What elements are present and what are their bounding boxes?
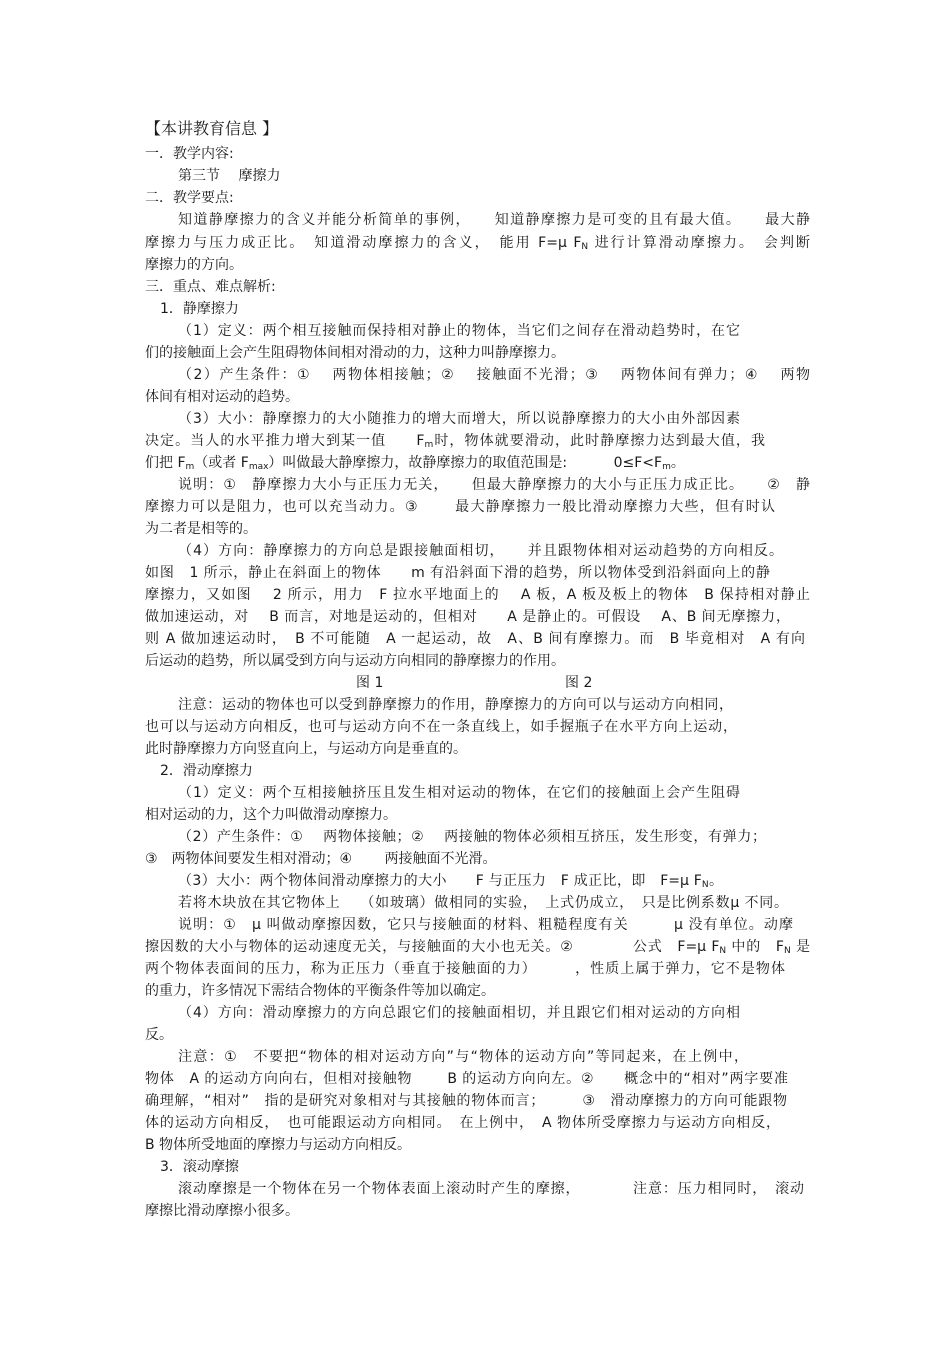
static-note-line-1: 说明：① 静摩擦力大小与正压力无关， 但最大静摩擦力的大小与正压力成正比。 ② 静	[178, 477, 810, 493]
points-line-3: 摩擦力的方向。	[145, 257, 243, 273]
sliding-size-line-1: （3）大小：两个物体间滑动摩擦力的大小 F 与正压力 F 成正比，即 F=μ $F_N$。	[178, 873, 723, 890]
sliding-note-line-2: 擦因数的大小与物体的运动速度无关，与接触面的大小也无关。② 公式 F=μ $F_N$ 中的 $F_N$ 是	[145, 939, 810, 956]
static-size-line-1: （3）大小：静摩擦力的大小随推力的增大而增大，所以说静摩擦力的大小由外部因素	[178, 411, 740, 427]
figure-2-caption: 图 2	[565, 675, 593, 691]
static-note-line-3: 为二者是相等的。	[145, 521, 257, 537]
static-def-line-2: 们的接触面上会产生阻碍物体间相对滑动的力，这种力叫静摩擦力。	[145, 345, 565, 361]
static-dir-line-1: （4）方向：静摩擦力的方向总是跟接触面相切， 并且跟物体相对运动趋势的方向相反。	[178, 543, 783, 559]
sliding-note-line-1: 说明：① μ 叫做动摩擦因数，它只与接触面的材料、粗糙程度有关 μ 没有单位。动摩	[178, 917, 793, 933]
rolling-line-2: 摩擦比滑动摩擦小很多。	[145, 1203, 299, 1219]
static-cond-line-2: 体间有相对运动的趋势。	[145, 389, 299, 405]
sliding-cond-line-1: （2）产生条件：① 两物体接触；② 两接触的物体必须相互挤压，发生形变，有弹力；	[178, 829, 766, 845]
static-attn-line-2: 也可以与运动方向相反，也可与运动方向不在一条直线上，如手握瓶子在水平方向上运动，	[145, 719, 737, 735]
sliding-friction-heading: 2．滑动摩擦力	[160, 763, 253, 779]
static-dir-line-2: 如图 1 所示，静止在斜面上的物体 m 有沿斜面下滑的趋势，所以物体受到沿斜面向上的静	[145, 565, 770, 581]
sliding-def-line-1: （1）定义：两个互相接触挤压且发生相对运动的物体，在它们的接触面上会产生阻碍	[178, 785, 740, 801]
static-dir-line-5: 则 A 做加速运动时， B 不可能随 A 一起运动，故 A、B 间有摩擦力。而 B 毕竟相对 A 有向	[145, 631, 805, 647]
static-note-line-2: 摩擦力可以是阻力，也可以充当动力。③ 最大静摩擦力一般比滑动摩擦力大些，但有时认	[145, 499, 775, 515]
sliding-attn-line-2: 物体 A 的运动方向向右，但相对接触物 B 的运动方向向左。② 概念中的“相对”两字要准	[145, 1071, 788, 1087]
static-dir-line-6: 后运动的趋势，所以属受到方向与运动方向相同的静摩擦力的作用。	[145, 653, 565, 669]
section-content-heading: 一．教学内容:	[145, 146, 234, 162]
sliding-size-line-2: 若将木块放在其它物体上 （如玻璃）做相同的实验， 上式仍成立， 只是比例系数μ 不同。	[178, 895, 788, 911]
static-size-line-3: 们把 $F_m$（或者 $F_{max}$）叫做最大静摩擦力，故静摩擦力的取值范围是: $0\le F<F_m$。	[145, 455, 685, 472]
sliding-attn-line-1: 注意：① 不要把“物体的相对运动方向”与“物体的运动方向”等同起来，在上例中，	[178, 1049, 748, 1065]
sliding-attn-line-4: 体的运动方向相反， 也可能跟运动方向相同。 在上例中， A 物体所受摩擦力与运动方向相反，	[145, 1115, 780, 1131]
content-line: 第三节 摩擦力	[178, 168, 281, 184]
sliding-attn-line-5: B 物体所受地面的摩擦力与运动方向相反。	[145, 1137, 412, 1153]
section-points-heading: 二．教学要点:	[145, 190, 234, 206]
sliding-dir-line-1: （4）方向：滑动摩擦力的方向总跟它们的接触面相切，并且跟它们相对运动的方向相	[178, 1005, 740, 1021]
sliding-note-line-4: 的重力，许多情况下需结合物体的平衡条件等加以确定。	[145, 983, 495, 999]
points-line-1: 知道静摩擦力的含义并能分析简单的事例， 知道静摩擦力是可变的且有最大值。 最大静	[178, 212, 810, 228]
rolling-friction-heading: 3．滚动摩擦	[160, 1159, 239, 1175]
sliding-attn-line-3: 确理解，“相对” 指的是研究对象相对与其接触的物体而言； ③ 滑动摩擦力的方向可能跟物	[145, 1093, 787, 1109]
static-attn-line-1: 注意：运动的物体也可以受到静摩擦力的作用，静摩擦力的方向可以与运动方向相同，	[178, 697, 733, 713]
static-cond-line-1: （2）产生条件：① 两物体相接触；② 接触面不光滑；③ 两物体间有弹力；④ 两物	[178, 367, 810, 383]
section-key-heading: 三．重点、难点解析:	[145, 279, 276, 295]
points-line-2: 摩擦力与压力成正比。 知道滑动摩擦力的含义， 能用 F=μ $F_N$ 进行计算滑动摩擦力。 会判断	[145, 235, 810, 252]
static-dir-line-4: 做加速运动，对 B 而言，对地是运动的，但相对 A 是静止的。可假设 A、B 间无摩擦力，	[145, 609, 790, 625]
static-def-line-1: （1）定义：两个相互接触而保持相对静止的物体，当它们之间存在滑动趋势时，在它	[178, 323, 740, 339]
sliding-dir-line-2: 反。	[145, 1027, 173, 1043]
static-friction-heading: 1．静摩擦力	[160, 301, 239, 317]
rolling-line-1: 滚动摩擦是一个物体在另一个物体表面上滚动时产生的摩擦， 注意：压力相同时， 滚动	[178, 1181, 804, 1197]
sliding-note-line-3: 两个物体表面间的压力，称为正压力（垂直于接触面的力） ，性质上属于弹力，它不是物体	[145, 961, 785, 977]
static-size-line-2: 决定。当人的水平推力增大到某一值 $F_m$时，物体就要滑动，此时静摩擦力达到最大值，我	[145, 433, 766, 450]
figure-1-caption: 图 1	[356, 675, 384, 691]
sliding-def-line-2: 相对运动的力，这个力叫做滑动摩擦力。	[145, 807, 397, 823]
static-attn-line-3: 此时静摩擦力方向竖直向上，与运动方向是垂直的。	[145, 741, 467, 757]
static-dir-line-3: 摩擦力，又如图 2 所示，用力 F 拉水平地面上的 A 板，A 板及板上的物体 B 保持相对静止	[145, 587, 810, 603]
document-title: 【本讲教育信息 】	[145, 119, 279, 138]
sliding-cond-line-2: ③ 两物体间要发生相对滑动；④ 两接触面不光滑。	[145, 851, 497, 867]
